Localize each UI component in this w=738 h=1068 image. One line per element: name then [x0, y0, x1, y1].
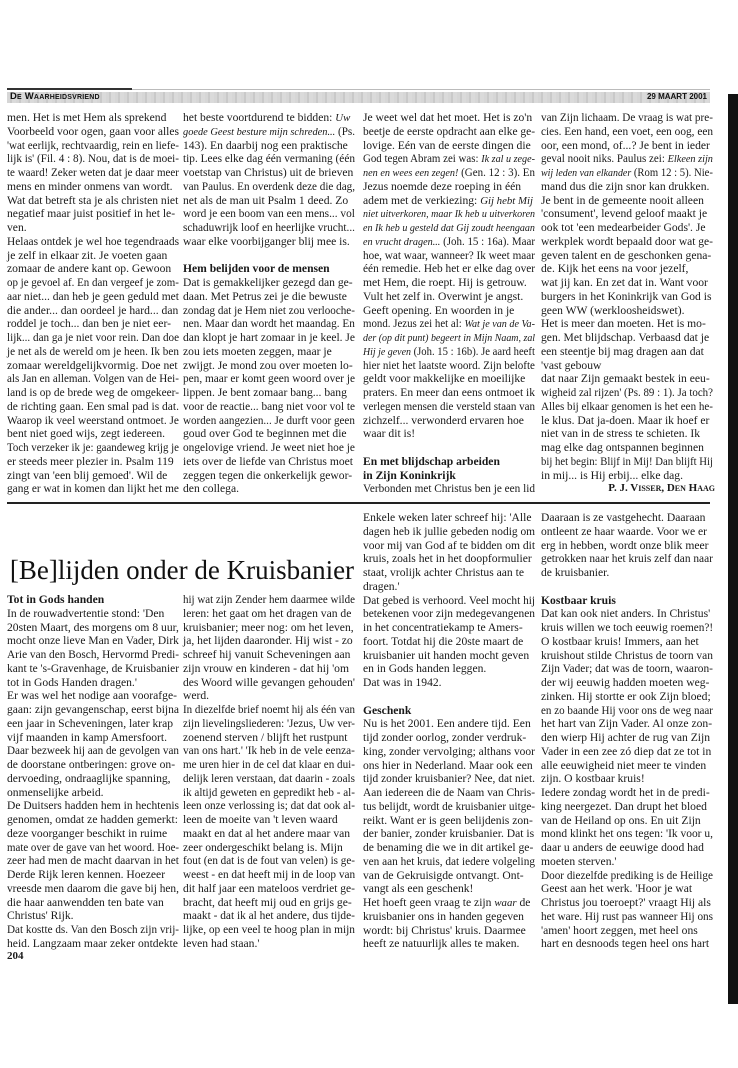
text-line: dagen heb ik jullie gebeden nodig om: [363, 524, 536, 538]
text-line: Dat gebed is verhoord. Veel mocht hij: [363, 593, 536, 607]
text-line: van de Heiland op ons. En uit Zijn: [541, 813, 701, 827]
text-line: [541, 166, 713, 180]
text-line: bracht, dat heeft mij oud en grijs ge-: [183, 895, 352, 909]
text-line: 20sten Maart, des morgens om 8 uur,: [7, 620, 179, 634]
text-line: Geest aan het werk. 'Hoor je wat: [541, 882, 693, 896]
text-line: van Paulus. En overdenk deze die dag,: [183, 179, 356, 193]
author-signature: P. J. Visser, Den Haag: [608, 482, 715, 495]
text-line: Je weet wel dat het moet. Het is zo'n: [363, 111, 533, 124]
text-line: O kostbaar kruis! Immers, aan het: [541, 634, 699, 648]
article-divider: [7, 502, 710, 504]
text-line: niet van in de stress te schieten. Ik: [541, 427, 701, 441]
italic-quote: nen en wees een zegen!: [363, 167, 459, 179]
text-line: waar elke voorbijganger blij mee is.: [183, 234, 350, 248]
text-line: word je een boom van een mens... vol: [183, 207, 355, 221]
text-line: Wat dat betreft sta je als christen niet: [7, 193, 179, 207]
text-line: [363, 896, 537, 910]
text-line: der banier, zonder kruisbanier. Dat is: [363, 827, 535, 841]
text-line: king, zonder vervolging; althans voor: [363, 744, 535, 758]
text-line: tus belijdt, wordt de kruisbanier uitge-: [363, 799, 536, 813]
italic-quote: Wat je van de Va-: [464, 318, 535, 331]
italic-quote: en Ik heb u gesteld dat Gij zoudt heengaan: [363, 222, 535, 234]
text-line: [183, 111, 357, 125]
scan-edge: [728, 94, 738, 1004]
text-line: 143). En daarbij nog een praktische: [183, 138, 348, 152]
text-line: die haar aanwendden ten bate van: [7, 895, 164, 909]
text-line: [183, 124, 356, 139]
italic-quote: Gij hebt Mij: [480, 194, 533, 207]
text-line: Zijn Vader; dat was de toorn, waaron-: [541, 662, 713, 676]
text-line: kruis, zoals het in het doopformulier: [363, 552, 532, 566]
text-line: 'wat eerlijk, rechtvaardig, rein en liefe-: [7, 138, 179, 152]
text-line: weest - en dat heeft mij in de loop van: [183, 868, 356, 881]
text-line: men. Het is met Hem als sprekend: [7, 111, 167, 124]
text-line: kruishout stilde Christus de toorn van: [541, 648, 713, 662]
text-line: bij het begin: Blijf in Mij! Dan blijft Hij: [541, 454, 713, 468]
text-line: met Hem, die roept. Hij is getrouw.: [363, 276, 527, 289]
text-line: Je bent in de gemeente nooit alleen: [541, 193, 704, 207]
text-segment: geval nooit niks. Paulus zei:: [541, 152, 668, 166]
text-line: beetje de eerste opdracht aan elke ge-: [363, 124, 536, 138]
text-line: mocht onze lieve Man en Vader, Dirk: [7, 634, 179, 648]
blank-line: [541, 580, 715, 594]
text-line: ven aan het kruis, dat iedere volgeling: [363, 854, 535, 868]
text-line: geldt voor makkelijke en moeilijke: [363, 372, 526, 386]
text-line: den collega.: [183, 482, 240, 496]
top-article-column-3: [363, 111, 537, 496]
text-line: Waarop ik veel weerstand ontmoet. Je: [7, 413, 179, 427]
bottom-article-column-3: [363, 511, 537, 951]
text-line: gaan: zijn gevangenschap, eerst bijna: [7, 703, 180, 716]
text-line: de kruisbanier.: [541, 566, 610, 579]
text-line: hoe, wat waar, wanneer? Ik weet maar: [363, 248, 535, 262]
italic-quote: wij leden van elkander: [541, 167, 632, 179]
text-line: mag elke dag ontspannen beginnen: [541, 441, 704, 454]
text-line: voor de reactie... bang niet voor vol te: [183, 399, 356, 413]
text-line: tijd zonder oorlog, zonder verdruk-: [363, 731, 527, 744]
text-line: Vader in een zee zó diep dat ze tot in: [541, 744, 712, 758]
text-line: er steeds meer plezier in. Psalm 119: [7, 454, 174, 468]
text-line: voetstap van Christus) uit de brieven: [183, 166, 354, 179]
text-line: Het is meer dan moeten. Het is mo-: [541, 317, 706, 331]
text-line: onmenselijke arbeid.: [7, 785, 104, 799]
top-article-column-1: [7, 111, 181, 496]
text-line: tip. Lees elke dag één vermaning (één: [183, 152, 356, 166]
text-line: zwijgt. Je mond zou over moeten lo-: [183, 358, 353, 372]
text-line: te waard! Zeker weten dat je daar meer: [7, 166, 179, 179]
text-line: Alles bij elkaar genomen is het een he-: [541, 399, 713, 413]
text-segment: het beste voortdurend te bidden:: [183, 111, 336, 124]
text-line: lijke, op een veel te hoog plan in mijn: [183, 923, 355, 936]
text-line: tot in Gods Handen dragen.': [7, 675, 137, 689]
text-line: [363, 234, 535, 249]
text-line: [363, 317, 535, 331]
italic-quote: en vrucht dragen...: [363, 235, 441, 248]
text-line: deze voorganger beschikt in ruime: [7, 826, 168, 840]
text-line: zingt van 'een blij gemoed'. Wil de: [7, 468, 168, 482]
text-line: vijf maanden in kamp Amersfoort.: [7, 730, 168, 744]
text-line: zeer had men de macht daarvan in het: [7, 854, 179, 868]
bottom-article-column-2: [183, 593, 357, 951]
text-line: een jaar in Scheveningen, later krap: [7, 716, 174, 730]
text-line: leen de moeite van 't leven waard: [183, 813, 338, 826]
text-line: Door diezelfde prediking is de Heilige: [541, 868, 713, 882]
text-line: mens en minder onmens van wordt.: [7, 179, 173, 193]
italic-quote: Hij je geven: [363, 345, 411, 358]
text-line: werd.: [183, 689, 210, 703]
text-line: bent niet goed wijs, zegt iedereen.: [7, 427, 166, 441]
text-line: Er was wel het nodige aan voorafge-: [7, 689, 177, 703]
text-line: praters. En meer dan eens ontmoet ik: [363, 386, 536, 399]
text-line: het hart van Zijn Vader. Al onze zon-: [541, 717, 713, 731]
running-header: [7, 92, 710, 103]
text-line: Toch verzeker ik je: gaandeweg krijg je: [7, 441, 179, 454]
text-line: een steentje bij mag dragen aan dat: [541, 344, 704, 358]
text-line: van Zijn lichaam. De vraag is wat pre-: [541, 111, 713, 124]
text-line: lippen. Je bent zomaar bang... bang: [183, 386, 347, 399]
text-line: zeer ondergeschikt belang is. Mijn: [183, 840, 343, 854]
text-line: zomaar wereldgelijkvormig. Doe net: [7, 358, 178, 372]
text-line: iets over de liefde van Christus moet: [183, 454, 354, 468]
text-line: zou iets moeten zeggen, maar je: [183, 344, 332, 358]
text-line: der wij eeuwig hadden moeten weg-: [541, 676, 710, 689]
text-line: dervoeding, ondraaglijke spanning,: [7, 771, 171, 785]
text-line: mand dus die zijn snor kan drukken.: [541, 179, 710, 193]
text-line: van ons hart.' 'Ik heb in de vele eenza-: [183, 744, 355, 758]
text-line: ongelovige vriend. Je weet niet hoe je: [183, 441, 355, 454]
text-line: je zelf in elkaar zit. Je voeten gaan: [7, 248, 168, 262]
text-line: hij wat zijn Zender hem daarmee wilde: [183, 593, 355, 606]
text-segment: de: [516, 896, 531, 909]
text-line: de richting gaan. Een smal pad is dat.: [7, 399, 179, 413]
text-line: ontleent ze haar waarde. Voor we er: [541, 524, 707, 538]
text-line: mate over de gave van het woord. Hoe-: [7, 840, 180, 854]
section-heading: Tot in Gods handen: [7, 593, 105, 606]
text-line: ons hier in Nederland. Maar ook een: [363, 758, 533, 772]
text-line: worden aangezien... Je durft voor geen: [183, 413, 355, 427]
text-line: Enkele weken later schreef hij: 'Alle: [363, 511, 532, 524]
text-line: dit half jaar een mateloos verdriet ge-: [183, 881, 355, 895]
text-line: daan. Met Petrus zei je die bewuste: [183, 289, 347, 303]
text-line: moeten sterven.': [541, 854, 617, 868]
text-line: pen, maar er komt geen woord over je: [183, 372, 356, 386]
text-line: genomen, omdat ze hadden gemerkt:: [7, 813, 178, 826]
text-segment: (Rom 12 : 5). Nie-: [631, 166, 713, 179]
text-line: [363, 221, 535, 235]
text-line: van de Gekruisigde ontvangt. Ont-: [363, 868, 524, 882]
text-line: tijd zonder kruisbanier? Nee, dat niet.: [363, 772, 536, 786]
text-line: kruisbanier; meer nog: om het leven,: [183, 620, 354, 634]
text-line: foort. Totdat hij die 20ste maart de: [363, 634, 524, 648]
text-line: Vult het zelf in. Overwint je angst.: [363, 289, 524, 303]
blank-line: [183, 249, 357, 263]
text-line: ven.: [7, 221, 27, 234]
text-line: Aan iedereen die de Naam van Chris-: [363, 786, 536, 799]
text-line: [363, 152, 535, 166]
text-line: aar niet... dan heb je geen geduld met: [7, 289, 179, 303]
text-line: Verbonden met Christus ben je een lid: [363, 482, 535, 496]
text-line: dan klopt je hart zomaar in je keel. Je: [183, 331, 355, 344]
section-heading: Kostbaar kruis: [541, 593, 616, 607]
italic-quote: Elkeen zijn: [667, 153, 713, 166]
text-line: [363, 207, 536, 221]
text-line: staat, vrolijk achter Christus aan te: [363, 566, 524, 579]
text-line: heeft ze natuurlijk alles te maken.: [363, 937, 520, 951]
text-line: zeggen tegen die onkerkelijk gewor-: [183, 468, 353, 482]
text-segment: Het hoeft geen vraag te zijn: [363, 896, 495, 909]
section-heading: En met blijdschap arbeiden: [363, 454, 500, 468]
italic-quote: goede Geest besture mijn schreden...: [183, 125, 336, 138]
text-line: daar u anders de eeuwige dood had: [541, 841, 704, 854]
text-line: mond klinkt het ons tegen: 'Ik voor u,: [541, 827, 713, 841]
text-line: zijn. O kostbaar kruis!: [541, 772, 645, 786]
text-line: den wierp Hij achter de rug van Zijn: [541, 731, 711, 744]
text-line: Arie van den Bosch, Hervormd Predi-: [7, 648, 180, 661]
text-line: lovige. Eén van de eerste dingen die: [363, 138, 531, 152]
text-line: de benaming die we in dit artikel ge-: [363, 841, 534, 854]
text-line: zoenend sterven / blijft het rustpunt: [183, 730, 348, 744]
text-line: negatief maar juist positief in het le-: [7, 207, 176, 221]
text-line: net als de man uit Psalm 1 deed. Zo: [183, 193, 349, 207]
top-article-column-2: [183, 111, 357, 496]
text-line: waar dit is!: [363, 427, 416, 441]
text-line: maakt - dat ik al het andere, dus tijde-: [183, 909, 355, 923]
text-line: heid. Langzaam maar zeker ontdekte: [7, 936, 178, 950]
text-line: zichzelf... verwonderd ervaren hoe: [363, 413, 524, 427]
text-line: zijn lievelingsliederen: 'Jezus, Uw ver-: [183, 716, 355, 730]
italic-quote: niet uitverkoren, maar Ik heb u uitverkoren: [363, 208, 536, 221]
text-line: Dat is gemakkelijker gezegd dan ge-: [183, 276, 353, 289]
text-line: 'amen' hoort zeggen, met heel ons: [541, 923, 698, 937]
text-line: Daaraan is ze vastgehecht. Daaraan: [541, 511, 706, 524]
text-line: Derde Rijk leren kennen. Hoezeer: [7, 868, 166, 881]
text-line: reikt. Want er is geen belijdenis zon-: [363, 813, 533, 827]
text-line: zinken. Hij stortte er ook Zijn bloed;: [541, 689, 711, 703]
text-line: wigheid zal rijzen' (Ps. 89 : 1). Ja toch?: [541, 386, 713, 399]
text-line: Geeft opening. En woorden in je: [363, 303, 515, 317]
text-line: één remedie. Heb het er elke dag over: [363, 262, 536, 276]
text-line: wordt: bij Christus' kruis. Daarmee: [363, 923, 526, 937]
text-segment: (Joh. 15 : 16a). Maar: [440, 234, 535, 248]
text-line: le klus. Dat ja-doen. Maar ik hoef er: [541, 413, 710, 427]
text-segment: God tegen Abram zei was:: [363, 152, 482, 166]
text-line: fout (en dat is de fout van velen) is ge-: [183, 854, 355, 868]
text-line: kruisbanier uit handen mocht geven: [363, 648, 530, 662]
text-line: goud over God te beginnen met die: [183, 427, 347, 441]
page-number: 204: [7, 950, 24, 962]
text-line: [363, 166, 535, 180]
text-segment: (Joh. 15 : 16b). Je aard heeft: [410, 344, 535, 358]
bottom-article-column-4: [541, 511, 715, 951]
text-line: en in Gods handen leggen.: [363, 662, 487, 676]
text-line: [363, 344, 535, 359]
text-line: zomaar de andere kant op. Gewoon: [7, 262, 172, 276]
text-segment: (Ps.: [335, 124, 356, 138]
text-line: nen. Maar dan wordt het maandag. En: [183, 317, 355, 331]
text-segment: adem met de verkiezing:: [363, 193, 481, 207]
text-line: maakt en dat al het andere maar van: [183, 826, 351, 840]
blank-line: [363, 441, 537, 455]
section-heading: in Zijn Koninkrijk: [363, 468, 456, 482]
text-line: hier niet het laatste woord. Zijn belofte: [363, 358, 535, 372]
text-line: kruisbanier ons in handen gegeven: [363, 909, 524, 923]
text-line: het ware. Hij rust pas wanneer Hij ons: [541, 909, 714, 923]
text-line: verlegen mensen die versteld staan van: [363, 399, 536, 413]
text-line: 'consument', levend geloof maakt je: [541, 207, 708, 221]
text-line: lijk... dan ga je niet voor rein. Dan doe: [7, 331, 180, 344]
text-segment: mond. Jezus zei het al:: [363, 317, 465, 331]
bottom-article-column-1: [7, 593, 181, 951]
section-heading: Geschenk: [363, 703, 412, 717]
text-line: burgers in het Koninkrijk van God is: [541, 289, 712, 303]
text-line: 'vast gebouw: [541, 358, 602, 372]
text-line: als Jan en alleman. Volgen van de Hei-: [7, 372, 179, 386]
text-line: schreef hij vanuit Scheveningen aan: [183, 648, 351, 661]
text-line: [541, 152, 713, 166]
text-line: leven had staan.': [183, 936, 260, 950]
text-line: in het concentratiekamp te Amers-: [363, 621, 523, 634]
text-line: leen onze verlossing is; dat dat ook al-: [183, 799, 355, 813]
article-title: [Be]lijden onder de Kruisbanier: [9, 555, 355, 585]
text-line: In de rouwadvertentie stond: 'Den: [7, 606, 165, 620]
text-segment: (Gen. 12 : 3). En: [458, 166, 535, 179]
text-line: de doorstane ontberingen: grove on-: [7, 758, 176, 771]
text-line: zondag dat je Hem niet zou verlooche-: [183, 303, 355, 317]
text-line: je net als de wereld om je heen. Ik ben: [7, 344, 179, 358]
text-line: hart en desnoods tegen heel ons hart: [541, 937, 710, 951]
text-line: schaduwrijk loof en heerlijke vrucht...: [183, 221, 355, 234]
text-line: die ander... dan oordeel je hard... dan: [7, 303, 179, 317]
text-line: me uren hier in de cel dat klaar en dui-: [183, 758, 355, 771]
text-line: Iedere zondag wordt het in de predi-: [541, 786, 710, 799]
text-line: geven talent en de geschonken gena-: [541, 248, 712, 262]
text-line: Dat was in 1942.: [363, 676, 442, 689]
text-line: dragen.': [363, 579, 400, 593]
blank-line: [363, 690, 537, 704]
text-line: Dat kan ook niet anders. In Christus': [541, 607, 711, 621]
text-line: oor, een mond, of...? Je bent in ieder: [541, 138, 710, 152]
text-line: king neergezet. Dan drupt het bloed: [541, 799, 707, 813]
text-line: Dat kostte ds. Van den Bosch zijn vrij-: [7, 923, 180, 936]
italic-quote: der (op dit punt) begeert in Mijn Naam, zal: [363, 332, 536, 344]
text-line: land is op de brede weg de omgekeer-: [7, 386, 179, 399]
text-line: cies. Een hand, een voet, een oog, een: [541, 124, 714, 138]
text-line: getrokken naar het kruis zelf dan naar: [541, 552, 713, 566]
text-line: kruis willen we toch eeuwig roemen?!: [541, 621, 714, 634]
text-line: Voorbeeld voor ogen, gaan voor alles: [7, 124, 179, 138]
text-line: leren: het gaat om het dragen van de: [183, 606, 352, 620]
text-line: gang er wat in komen dan lijkt het me: [7, 482, 179, 496]
text-line: delijk leren verstaan, dat daarin - zoals: [183, 771, 355, 785]
text-line: op je gevoel af. En dan vergeef je zom-: [7, 276, 179, 289]
text-line: dat naar Zijn gemaakt bestek in eeu-: [541, 372, 710, 386]
issue-date: 29 MAART 2001: [646, 92, 707, 101]
text-line: Helaas ontdek je wel hoe tegendraads: [7, 234, 180, 248]
text-line: Nu is het 2001. Een andere tijd. Een: [363, 717, 531, 731]
text-line: in mij... is Hij erbij... elke dag.: [541, 468, 684, 482]
text-line: Christus jou toeroept?' vraagt Hij als: [541, 896, 711, 909]
text-line: vreesde men daarom die gave bij hen,: [7, 881, 179, 895]
text-line: kant te 's-Gravenhage, de Kruisbanier: [7, 661, 179, 675]
italic-quote: waar: [494, 897, 517, 909]
text-line: roddel je toch... dan ben je niet eer-: [7, 317, 171, 331]
text-line: Daar bezweek hij aan de gevolgen van: [7, 744, 180, 758]
text-line: ja, het lijden daaronder. Hij wist - zo: [183, 634, 353, 648]
text-line: [363, 194, 537, 208]
text-line: vangt als een geschenk!: [363, 882, 474, 896]
italic-quote: Uw: [335, 112, 351, 124]
text-line: Jezus noemde deze roeping in één: [363, 179, 522, 193]
text-line: betekenen voor zijn medegevangenen: [363, 607, 536, 621]
header-rule: [7, 88, 132, 90]
italic-quote: Ik zal u zege-: [481, 153, 535, 166]
text-line: en zo baande Hij voor ons de weg naar: [541, 703, 713, 717]
text-line: zijn vrouw en kinderen - dat hij 'om: [183, 661, 349, 675]
text-line: In diezelfde brief noemt hij als één van: [183, 703, 356, 716]
text-line: erg in hebben, wordt onze blik meer: [541, 538, 709, 552]
text-line: gen. Met blijdschap. Verbaasd dat je: [541, 331, 710, 344]
text-line: [363, 331, 536, 345]
publication-name: De Waarheidsvriend: [10, 91, 100, 102]
text-line: ook tot 'een medearbeider Gods'. Je: [541, 221, 706, 234]
text-line: De Duitsers hadden hem in hechtenis: [7, 799, 180, 813]
text-line: Christus' Rijk.: [7, 909, 74, 923]
text-line: geen WW (werkloosheidswet).: [541, 303, 685, 317]
text-line: wat jij kan. En zet dat in. Want voor: [541, 276, 708, 289]
top-article-column-4: [541, 111, 715, 496]
text-line: des Woord wille gevangen gehouden': [183, 675, 356, 689]
text-line: voor mij van God af te bidden om dit: [363, 538, 536, 552]
text-line: ik altijd geweten en gepredikt heb - al-: [183, 785, 355, 799]
text-line: lijk is' (Fil. 4 : 8). Nou, dat is de moei-: [7, 152, 180, 166]
section-heading: Hem belijden voor de mensen: [183, 262, 330, 276]
text-line: werkplek wordt bepaald door wat ge-: [541, 234, 713, 248]
text-line: de. Kijk het eens na voor jezelf,: [541, 262, 689, 276]
header-rule-faint: [132, 89, 710, 90]
text-line: alle eeuwigheid niet meer te vinden: [541, 758, 707, 772]
